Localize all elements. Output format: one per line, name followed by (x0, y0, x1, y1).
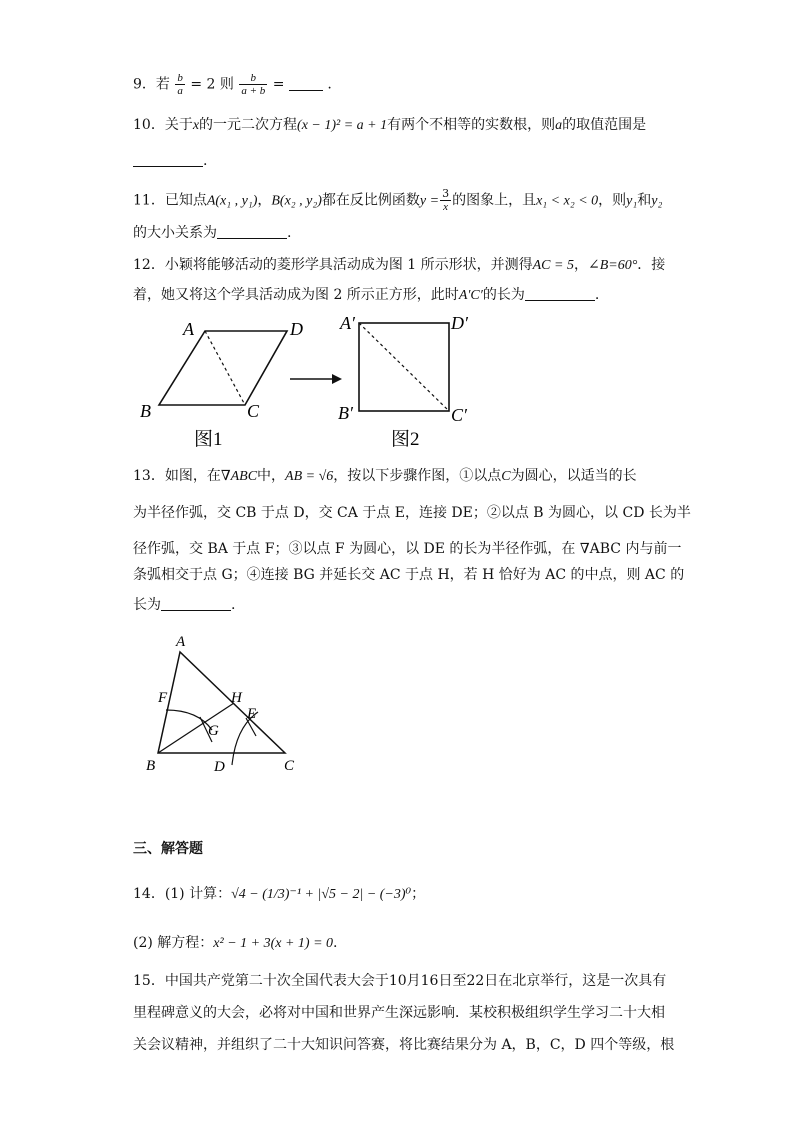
q14-expression: √4 − (1/3)⁻¹ + |√5 − 2| − (−3)⁰ (231, 887, 412, 902)
question-13-line5: 长为 . (133, 597, 236, 613)
label-A: A (183, 319, 194, 339)
triangle-abc (158, 652, 285, 753)
q9-equals: = (272, 76, 285, 93)
label-D: D (290, 319, 303, 339)
q9-fraction-b-over-a: $\frac{b}{a}$ (177, 72, 183, 97)
label-H: H (231, 690, 242, 706)
label-B: B (140, 401, 151, 421)
label-F: F (158, 690, 168, 706)
question-14-part2: (2) 解方程：x² − 1 + 3(x + 1) = 0. (133, 935, 338, 951)
figure-13 (140, 632, 310, 780)
question-15: 15．中国共产党第二十次全国代表大会于10月16日至22日在北京举行，这是一次具有 (133, 973, 667, 989)
label-A: A (176, 634, 186, 650)
label-C: C (247, 401, 260, 421)
label-C: C (284, 758, 295, 774)
caption-figure-1: 图1 (194, 429, 223, 450)
question-12: 12．小颖将能够活动的菱形学具活动成为图 1 所示形状，并测得AC = 5，∠B=60°．接 (133, 257, 666, 273)
section-heading-3: 三、解答题 (133, 841, 203, 857)
question-15-line2: 里程碑意义的大会，必将对中国和世界产生深远影响．某校积极组织学生学习二十大相 (133, 1005, 665, 1021)
diagonal-a2c2 (359, 323, 449, 411)
q10-equation: (x − 1)² = a + 1 (297, 118, 388, 133)
q10-answer-blank[interactable] (133, 166, 203, 167)
question-11-line2: 的大小关系为 . (133, 225, 292, 241)
question-13-line4: 条弧相交于点 G；④连接 BG 并延长交 AC 于点 H，若 H 恰好为 AC 的中点，则 AC 的 (133, 567, 685, 583)
figure-12 (130, 312, 490, 452)
label-G: G (208, 723, 219, 739)
label-B-prime: B′ (338, 403, 353, 423)
question-10: 10．关于x的一元二次方程(x − 1)² = a + 1有两个不相等的实数根，则a的取值范围是 (133, 117, 647, 133)
label-C-prime: C′ (451, 405, 467, 425)
question-9: 9．若 $\frac{b}{a}$ = 2 则 $\frac{b}{a + b}$ = . (133, 72, 332, 97)
label-D: D (214, 759, 225, 775)
label-D-prime: D′ (451, 313, 468, 333)
diagonal-ac (205, 331, 245, 405)
question-10-blank-line: . (133, 152, 207, 170)
arrow-head (332, 374, 342, 384)
label-E: E (247, 706, 257, 722)
q12-answer-blank[interactable] (525, 300, 595, 301)
q9-prefix: 9．若 (133, 76, 170, 93)
q13-answer-blank[interactable] (161, 610, 231, 611)
question-13-line2: 为半径作弧，交 CB 于点 D，交 CA 于点 E，连接 DE；②以点 B 为圆心，以 CD 长为半 (133, 505, 691, 521)
q9-answer-blank[interactable] (289, 90, 323, 91)
label-B: B (146, 758, 156, 774)
q11-fraction-3-over-x: $\frac{3}{x}$ (442, 187, 450, 213)
question-13: 13．如图，在∇ABC中，AB = √6，按以下步骤作图，①以点C为圆心，以适当的长 (133, 468, 637, 484)
question-11: 11．已知点A(x₁ , y₁)，B(x₂ , y₂)都在反比例函数y = $\frac{3}{x}$ 的图象上，且x₁ < x₂ < 0，则y₁和y₂ (133, 187, 663, 213)
label-A-prime: A′ (340, 313, 355, 333)
q14-equation: x² − 1 + 3(x + 1) = 0 (213, 936, 334, 951)
q9-equals-2: = 2 则 (190, 76, 234, 93)
q11-answer-blank[interactable] (217, 238, 287, 239)
caption-figure-2: 图2 (391, 429, 420, 450)
question-13-line3: 径作弧，交 BA 于点 F；③以点 F 为圆心，以 DE 的长为半径作弧，在 ∇ABC 内与前一 (133, 541, 682, 557)
question-15-line3: 关会议精神，并组织了二十大知识问答赛，将比赛结果分为 A，B，C，D 四个等级，根 (133, 1037, 675, 1053)
rhombus-abcd (159, 331, 287, 405)
question-14: 14．(1) 计算：√4 − (1/3)⁻¹ + |√5 − 2| − (−3)⁰； (133, 886, 426, 902)
q9-fraction-b-over-a-plus-b: $\frac{b}{a + b}$ (241, 72, 266, 97)
question-12-line2: 着，她又将这个学具活动成为图 2 所示正方形，此时A′C′的长为 . (133, 287, 600, 303)
